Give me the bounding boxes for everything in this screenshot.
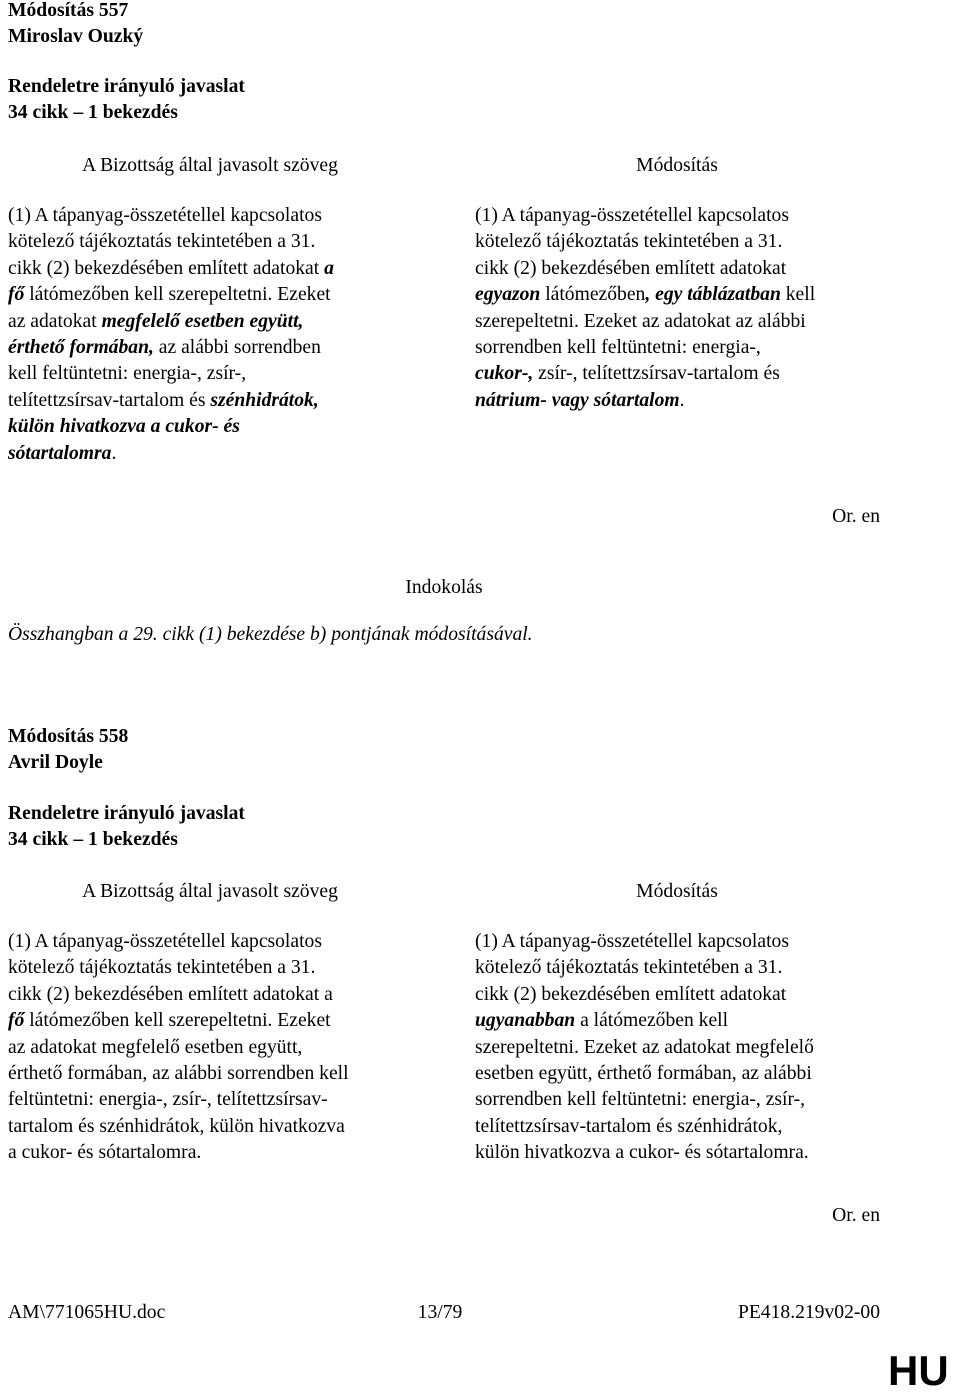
amendment-557-amended-text (475, 203, 895, 414)
text-line (8, 1114, 428, 1140)
text-segment: kötelező tájékoztatás tekintetében a 31. (8, 231, 316, 253)
amendment-557-reference: 34 cikk – 1 bekezdés (8, 102, 178, 123)
text-line (8, 955, 428, 981)
text-line (8, 414, 428, 440)
text-segment: külön hivatkozva a cukor- és sótartalomra. (475, 1142, 809, 1164)
text-line (8, 929, 428, 955)
text-line (475, 1035, 895, 1061)
amendment-558-number: Módosítás 558 (8, 726, 129, 747)
text-line (8, 982, 428, 1008)
text-line (8, 361, 428, 387)
amendment-558-amended-text (475, 929, 895, 1167)
text-segment: látómezőben kell szerepeltetni. Ezeket (24, 284, 331, 306)
amendment-558-left-heading: A Bizottság által javasolt szöveg (82, 881, 338, 902)
text-segment: cikk (2) bekezdésében említett adatokat (475, 257, 787, 279)
text-segment: kötelező tájékoztatás tekintetében a 31. (8, 957, 316, 979)
text-segment: kell feltüntetni: energia-, zsír-, (8, 363, 247, 385)
text-segment: fő (8, 284, 25, 306)
text-line (8, 282, 428, 308)
amendment-558-original-language: Or. en (832, 1205, 880, 1226)
text-segment: fő (8, 1010, 25, 1032)
amendment-558-right-heading: Módosítás (636, 881, 718, 902)
text-segment: (1) A tápanyag-összetétellel kapcsolatos (475, 205, 789, 226)
text-line (475, 955, 895, 981)
text-segment: sótartalomra (8, 442, 112, 464)
text-segment: sorrendben kell feltüntetni: energia-, zsír-, (475, 1089, 806, 1111)
text-line (8, 309, 428, 335)
amendment-557-proposal-type: Rendeletre irányuló javaslat (8, 76, 245, 97)
text-line (475, 388, 895, 414)
text-segment: (1) A tápanyag-összetétellel kapcsolatos (475, 931, 789, 952)
text-line (475, 309, 895, 335)
text-segment: nátrium- vagy sótartalom (475, 389, 680, 411)
text-segment: telítettzsírsav-tartalom és szénhidrátok, (475, 1115, 783, 1137)
amendment-557-author: Miroslav Ouzký (8, 26, 144, 47)
text-line (475, 1061, 895, 1087)
text-line (8, 1140, 428, 1166)
text-segment: (1) A tápanyag-összetétellel kapcsolatos (8, 205, 322, 226)
amendment-557-number: Módosítás 557 (8, 0, 129, 21)
text-line (475, 1008, 895, 1034)
amendment-557-right-heading: Módosítás (636, 155, 718, 176)
text-segment: , egy táblázatban (645, 284, 781, 306)
text-line (8, 1087, 428, 1113)
text-line (475, 1114, 895, 1140)
amendment-558-reference: 34 cikk – 1 bekezdés (8, 829, 178, 850)
text-segment: az adatokat (8, 310, 102, 332)
text-line (8, 441, 428, 467)
text-line (8, 1035, 428, 1061)
text-line (475, 929, 895, 955)
text-segment: tartalom és szénhidrátok, külön hivatkozva (8, 1115, 345, 1137)
text-segment: egyazon (475, 284, 541, 306)
text-segment: kötelező tájékoztatás tekintetében a 31. (475, 231, 783, 253)
text-segment: szénhidrátok, (210, 389, 319, 411)
text-segment: cikk (2) bekezdésében említett adatokat (8, 257, 325, 279)
text-segment: érthető formában, (8, 337, 154, 359)
text-segment: telítettzsírsav-tartalom és (8, 389, 211, 411)
text-line (475, 282, 895, 308)
text-segment: az adatokat megfelelő esetben együtt, (8, 1036, 303, 1058)
text-segment: zsír-, telítettzsírsav-tartalom és (533, 363, 780, 385)
text-segment: kötelező tájékoztatás tekintetében a 31. (475, 957, 783, 979)
amendment-557-justification-heading: Indokolás (405, 577, 483, 598)
text-line (475, 256, 895, 282)
footer-page-number: 13/79 (417, 1302, 463, 1323)
text-line (8, 203, 428, 229)
footer-pe-reference: PE418.219v02-00 (737, 1302, 880, 1323)
text-segment: szerepeltetni. Ezeket az adatokat megfelelő (475, 1036, 814, 1058)
text-line (8, 229, 428, 255)
text-segment: sorrendben kell feltüntetni: energia-, (475, 337, 761, 359)
footer-document-reference: AM\771065HU.doc (8, 1302, 166, 1323)
text-line (475, 203, 895, 229)
text-segment: ugyanabban (475, 1010, 576, 1032)
text-segment: látómezőben (540, 284, 646, 306)
text-line (475, 1140, 895, 1166)
amendment-557-commission-text (8, 203, 428, 467)
text-segment: érthető formában, az alábbi sorrendben kell (8, 1063, 349, 1085)
text-line (475, 361, 895, 387)
text-line (8, 1061, 428, 1087)
amendment-558-commission-text (8, 929, 428, 1167)
text-line (475, 1087, 895, 1113)
text-segment: . (111, 442, 117, 464)
text-segment: a (324, 257, 334, 279)
text-segment: a cukor- és sótartalomra. (8, 1142, 202, 1164)
text-line (475, 229, 895, 255)
amendment-557-justification-text: Összhangban a 29. cikk (1) bekezdése b) pontjának módosításával. (8, 624, 533, 645)
text-segment: . (679, 389, 685, 411)
text-segment: cukor-, (475, 363, 534, 385)
text-segment: az alábbi sorrendben (153, 337, 321, 359)
text-segment: cikk (2) bekezdésében említett adatokat (475, 983, 787, 1005)
text-line (8, 1008, 428, 1034)
text-line (8, 256, 428, 282)
footer-language-code: HU (888, 1347, 949, 1394)
text-segment: szerepeltetni. Ezeket az adatokat az alábbi (475, 310, 806, 332)
amendment-558-proposal-type: Rendeletre irányuló javaslat (8, 803, 245, 824)
text-line (475, 982, 895, 1008)
amendment-558-author: Avril Doyle (8, 752, 103, 773)
text-segment: megfelelő esetben együtt, (101, 310, 304, 332)
text-segment: külön hivatkozva a cukor- és (8, 416, 240, 438)
text-segment: feltüntetni: energia-, zsír-, telítettzsírsav- (8, 1089, 328, 1111)
text-segment: a látómezőben kell (575, 1010, 729, 1032)
text-segment: látómezőben kell szerepeltetni. Ezeket (24, 1010, 331, 1032)
text-segment: (1) A tápanyag-összetétellel kapcsolatos (8, 931, 322, 952)
text-line (475, 335, 895, 361)
amendment-557-left-heading: A Bizottság által javasolt szöveg (82, 155, 338, 176)
amendment-557-original-language: Or. en (832, 506, 880, 527)
text-segment: esetben együtt, érthető formában, az alábbi (475, 1063, 812, 1085)
text-line (8, 388, 428, 414)
text-segment: cikk (2) bekezdésében említett adatokat a (8, 983, 333, 1005)
text-segment: kell (780, 284, 816, 306)
text-line (8, 335, 428, 361)
